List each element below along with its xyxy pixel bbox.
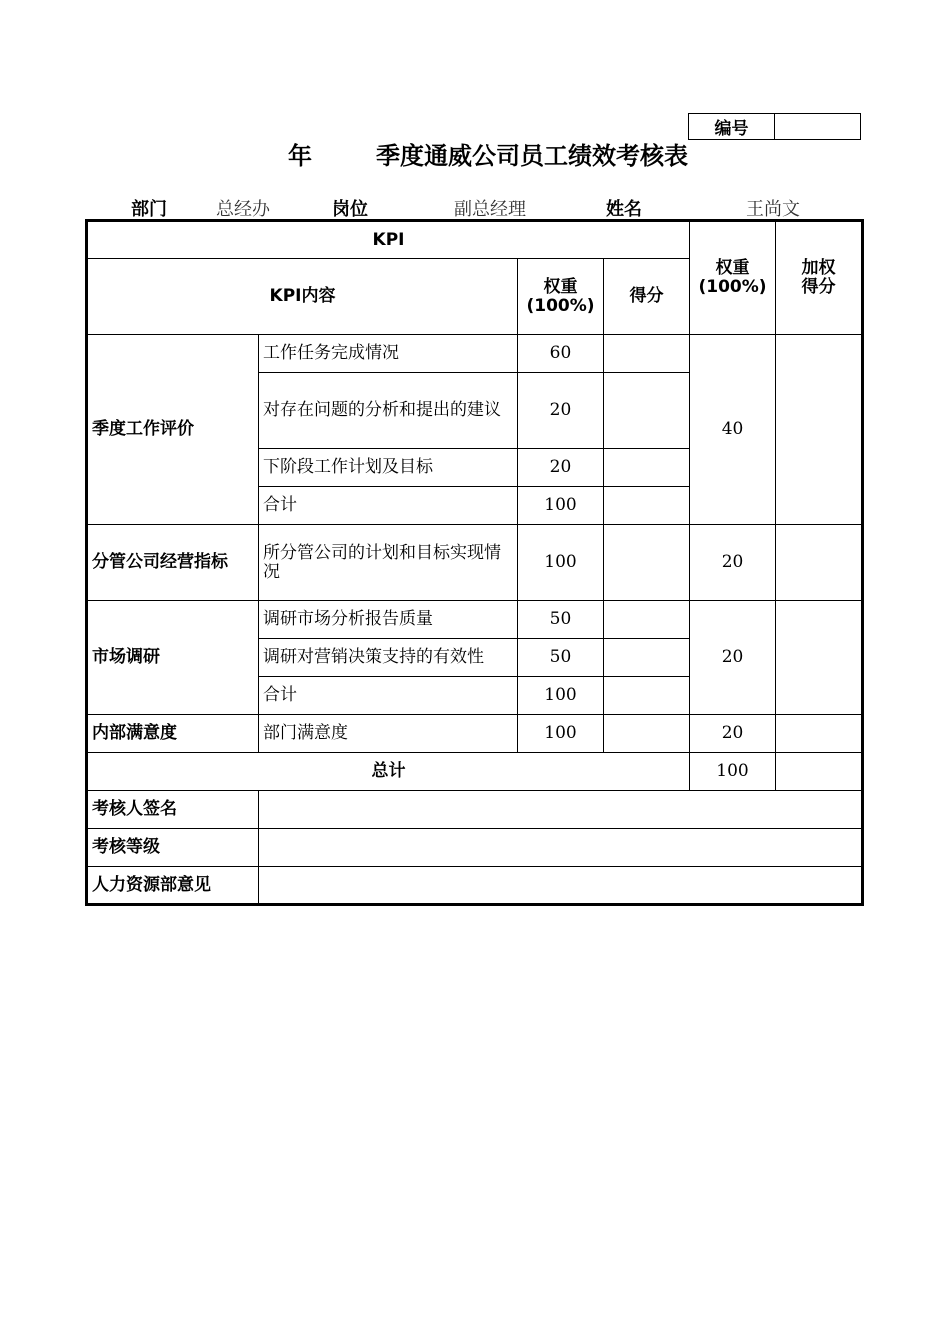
kpi-content-cell: 合计 [259,677,518,715]
item-weight-header-line2: (100%) [526,295,595,316]
score-input[interactable] [604,639,690,677]
code-value-field[interactable] [775,114,861,140]
kpi-content-cell: 部门满意度 [259,715,518,753]
score-input[interactable] [604,487,690,525]
score-input[interactable] [604,335,690,373]
weight-cell: 60 [518,335,604,373]
review-grade-input[interactable] [259,829,863,867]
code-box [688,113,861,140]
position-label: 岗位 [332,199,368,220]
table-row [87,601,863,639]
category-cell: 季度工作评价 [87,335,259,525]
weight-cell: 50 [518,601,604,639]
reviewer-signature-input[interactable] [259,791,863,829]
review-grade-label: 考核等级 [87,829,259,867]
kpi-content-cell: 对存在问题的分析和提出的建议 [259,373,518,449]
score-input[interactable] [604,601,690,639]
footer-row [87,829,863,867]
name-value: 王尚文 [746,199,800,220]
kpi-content-cell: 工作任务完成情况 [259,335,518,373]
category-cell: 内部满意度 [87,715,259,753]
header-row-1 [87,221,863,259]
position-value: 副总经理 [454,199,526,220]
section-weight-header [690,221,776,335]
score-input[interactable] [604,525,690,601]
section-weight-cell: 20 [690,525,776,601]
score-input[interactable] [604,715,690,753]
hr-opinion-label: 人力资源部意见 [87,867,259,905]
score-input[interactable] [604,677,690,715]
weighted-score-input[interactable] [776,335,863,525]
section-weight-cell: 20 [690,601,776,715]
total-value: 100 [690,753,776,791]
section-weight-cell: 20 [690,715,776,753]
total-label: 总计 [87,753,690,791]
total-row [87,753,863,791]
weight-header-line1: 权重 [715,258,750,279]
weighted-header-line2: 得分 [801,277,836,297]
weight-cell: 20 [518,373,604,449]
category-cell: 市场调研 [87,601,259,715]
weighted-score-header [776,221,863,335]
reviewer-signature-label: 考核人签名 [87,791,259,829]
kpi-header: KPI [87,221,690,259]
weight-cell: 20 [518,449,604,487]
kpi-table [85,219,864,906]
kpi-content-cell: 所分管公司的计划和目标实现情况 [259,525,518,601]
kpi-content-cell: 下阶段工作计划及目标 [259,449,518,487]
weighted-header-line1: 加权 [801,258,836,279]
table-row [87,715,863,753]
table-row [87,525,863,601]
dept-value: 总经办 [216,199,270,220]
footer-row [87,867,863,905]
kpi-content-cell: 调研对营销决策支持的有效性 [259,639,518,677]
kpi-content-cell: 合计 [259,487,518,525]
name-label: 姓名 [606,199,642,220]
code-label: 编号 [689,114,775,140]
weight-cell: 100 [518,715,604,753]
hr-opinion-input[interactable] [259,867,863,905]
weight-cell: 100 [518,487,604,525]
total-weighted-score-input[interactable] [776,753,863,791]
weight-header-line2: (100%) [698,277,767,297]
footer-row [87,791,863,829]
weight-cell: 100 [518,525,604,601]
item-weight-header-line1: 权重 [543,276,578,297]
weight-cell: 100 [518,677,604,715]
kpi-content-cell: 调研市场分析报告质量 [259,601,518,639]
dept-label: 部门 [131,199,167,220]
weighted-score-input[interactable] [776,601,863,715]
score-header: 得分 [604,259,690,335]
weight-cell: 50 [518,639,604,677]
weight-header [518,259,604,335]
title-year: 年 [288,142,312,170]
kpi-content-header: KPI内容 [87,259,518,335]
weighted-score-input[interactable] [776,715,863,753]
table-row [87,335,863,373]
weighted-score-input[interactable] [776,525,863,601]
page-title: 季度通威公司员工绩效考核表 [376,142,688,170]
section-weight-cell: 40 [690,335,776,525]
score-input[interactable] [604,373,690,449]
category-cell: 分管公司经营指标 [87,525,259,601]
score-input[interactable] [604,449,690,487]
